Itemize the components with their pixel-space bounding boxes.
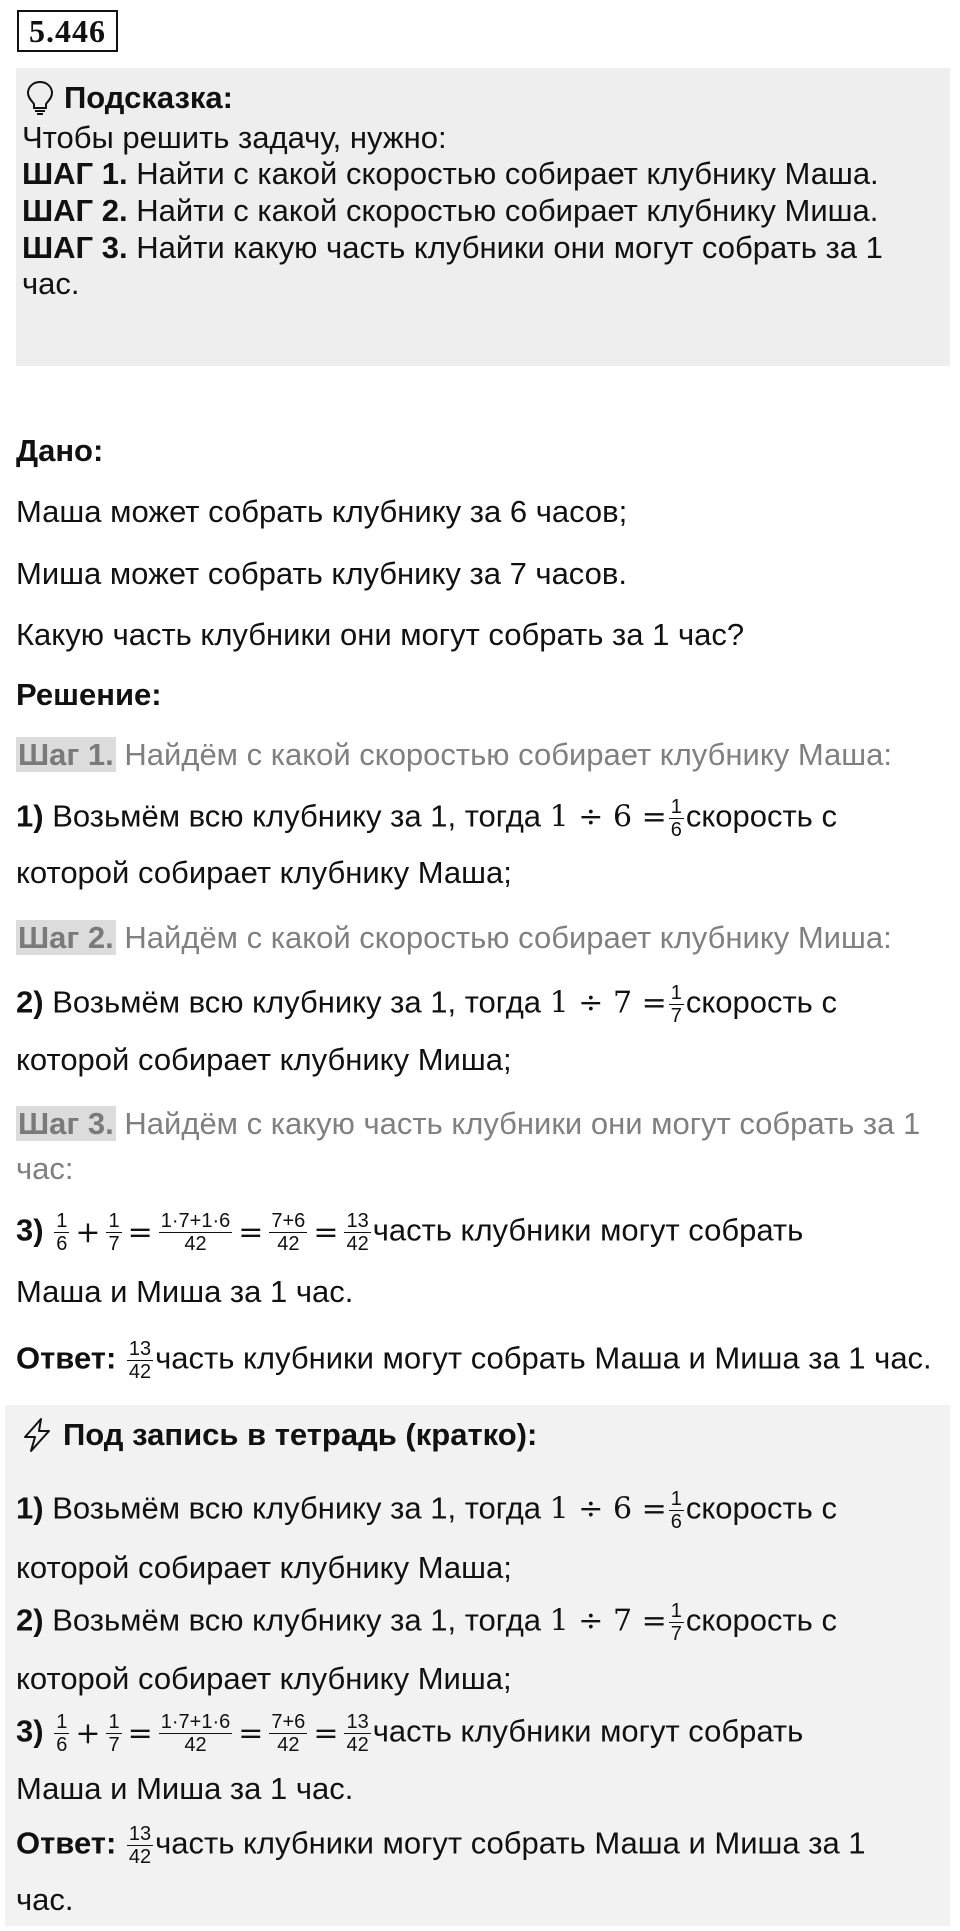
hint-step-2-label: ШАГ 2. <box>22 193 128 228</box>
fraction-denominator: 6 <box>670 819 682 841</box>
brief-item-2-line-2: которой собирает клубнику Миша; <box>16 1661 512 1696</box>
brief-answer-text: часть клубники могут собрать Маша и Миша за 1 <box>155 1825 866 1861</box>
item-1-text: Возьмём всю клубнику за 1, тогда <box>52 798 542 834</box>
fraction-denominator: 42 <box>184 1233 207 1255</box>
fraction-one-seventh <box>106 1711 121 1756</box>
fraction-numerator: 1 <box>56 1711 68 1733</box>
plus-sign: + <box>75 1215 101 1250</box>
item-2-tail: скорость с <box>685 984 837 1020</box>
brief-item-2 <box>16 1600 837 1645</box>
brief-header <box>21 1417 537 1453</box>
fraction-denominator: 7 <box>108 1233 120 1255</box>
fraction-numerator: 1 <box>670 1600 682 1622</box>
fraction-denominator: 6 <box>56 1233 68 1255</box>
hint-step-2 <box>22 193 878 229</box>
given-line-2: Миша может собрать клубнику за 7 часов. <box>16 556 627 591</box>
hint-box <box>16 68 950 366</box>
hint-step-1 <box>22 156 879 192</box>
item-2-num: 2) <box>16 984 44 1020</box>
equals-sign: = <box>238 1716 264 1751</box>
solution-title: Решение: <box>16 677 162 712</box>
hint-step-3-text: Найти какую часть клубники они могут собрать за 1 <box>136 230 883 265</box>
brief-item-1-text: Возьмём всю клубнику за 1, тогда <box>52 1490 542 1526</box>
fraction-sum-expanded <box>159 1210 233 1255</box>
brief-item-2-math: 1 ÷ 7 = <box>549 1603 667 1639</box>
fraction-numerator: 1 <box>56 1210 68 1232</box>
fraction-denominator: 42 <box>128 1361 152 1383</box>
brief-item-3-tail: часть клубники могут собрать <box>372 1713 804 1749</box>
equals-sign: = <box>127 1716 153 1751</box>
brief-item-1-math: 1 ÷ 6 = <box>549 1491 667 1527</box>
step-3-tag: Шаг 3. <box>18 1106 114 1141</box>
brief-item-1-num: 1) <box>16 1490 44 1526</box>
step-3-line-2: час: <box>16 1151 74 1186</box>
hint-step-3-label: ШАГ 3. <box>22 230 128 265</box>
hint-step-2-text: Найти с какой скоростью собирает клубнику Миша. <box>136 193 879 228</box>
fraction-denominator: 7 <box>670 1005 682 1027</box>
plus-sign: + <box>75 1716 101 1751</box>
equals-sign: = <box>238 1215 264 1250</box>
lightbulb-icon <box>26 80 54 116</box>
answer-label: Ответ: <box>16 1340 117 1376</box>
fraction-numerator: 1 <box>670 1488 682 1510</box>
fraction-numerator: 13 <box>128 1823 152 1845</box>
fraction-one-seventh <box>106 1210 121 1255</box>
fraction-denominator: 42 <box>346 1734 369 1756</box>
lightning-icon <box>21 1417 53 1453</box>
item-2-text: Возьмём всю клубнику за 1, тогда <box>52 984 542 1020</box>
answer-fraction <box>127 1338 153 1383</box>
brief-answer <box>16 1823 866 1868</box>
solution-answer <box>16 1338 932 1383</box>
brief-item-3-line-2: Маша и Миша за 1 час. <box>16 1771 354 1806</box>
item-3-tail: часть клубники могут собрать <box>372 1212 804 1248</box>
fraction-denominator: 42 <box>128 1846 152 1868</box>
item-2-line-2: которой собирает клубнику Миша; <box>16 1042 512 1077</box>
item-2-fraction <box>669 982 684 1027</box>
fraction-one-sixth <box>54 1711 69 1756</box>
given-title: Дано: <box>16 433 104 468</box>
fraction-numerator: 1 <box>670 796 682 818</box>
hint-step-1-text: Найти с какой скоростью собирает клубнику Маша. <box>136 156 879 191</box>
item-1-num: 1) <box>16 798 44 834</box>
fraction-numerator: 1 <box>108 1711 120 1733</box>
brief-item-2-fraction <box>669 1600 684 1645</box>
fraction-one-sixth <box>54 1210 69 1255</box>
brief-item-2-text: Возьмём всю клубнику за 1, тогда <box>52 1602 542 1638</box>
brief-item-3-num: 3) <box>16 1713 44 1749</box>
fraction-numerator: 1 <box>670 982 682 1004</box>
item-1-math: 1 ÷ 6 = <box>549 799 667 835</box>
brief-answer-label: Ответ: <box>16 1825 117 1861</box>
hint-intro: Чтобы решить задачу, нужно: <box>22 120 447 155</box>
item-1-line-2: которой собирает клубнику Маша; <box>16 855 512 890</box>
fraction-sum <box>269 1711 307 1756</box>
step-3-text: Найдём с какую часть клубники они могут собрать за 1 <box>124 1106 921 1141</box>
brief-item-1-tail: скорость с <box>685 1490 837 1526</box>
solution-step-3 <box>16 1106 920 1142</box>
fraction-numerator: 1 <box>108 1210 120 1232</box>
solution-item-3 <box>16 1210 803 1255</box>
brief-item-3 <box>16 1711 803 1756</box>
fraction-numerator: 1·7+1·6 <box>160 1711 231 1733</box>
fraction-denominator: 42 <box>277 1233 300 1255</box>
task-number: 5.446 <box>17 10 118 52</box>
brief-answer-fraction <box>127 1823 153 1868</box>
solution-item-1 <box>16 796 837 841</box>
equals-sign: = <box>127 1215 153 1250</box>
brief-item-2-tail: скорость с <box>685 1602 837 1638</box>
fraction-numerator: 13 <box>346 1210 369 1232</box>
given-line-3: Какую часть клубники они могут собрать за 1 час? <box>16 617 745 652</box>
brief-item-1-fraction <box>669 1488 684 1533</box>
fraction-denominator: 7 <box>670 1623 682 1645</box>
fraction-numerator: 1·7+1·6 <box>160 1210 231 1232</box>
fraction-denominator: 42 <box>184 1734 207 1756</box>
step-2-tag: Шаг 2. <box>18 920 114 955</box>
hint-step-3-tail: час. <box>22 266 80 301</box>
fraction-denominator: 42 <box>277 1734 300 1756</box>
fraction-denominator: 6 <box>56 1734 68 1756</box>
fraction-numerator: 13 <box>346 1711 369 1733</box>
brief-answer-line-2: час. <box>16 1882 74 1917</box>
fraction-denominator: 7 <box>108 1734 120 1756</box>
fraction-result <box>344 1711 370 1756</box>
step-1-text: Найдём с какой скоростью собирает клубнику Маша: <box>124 737 892 772</box>
answer-text: часть клубники могут собрать Маша и Миша за 1 час. <box>155 1340 932 1376</box>
step-1-tag: Шаг 1. <box>18 737 114 772</box>
solution-step-1 <box>16 737 892 773</box>
fraction-denominator: 42 <box>346 1233 369 1255</box>
fraction-sum-expanded <box>159 1711 233 1756</box>
step-2-text: Найдём с какой скоростью собирает клубнику Миша: <box>124 920 892 955</box>
item-1-tail: скорость с <box>685 798 837 834</box>
brief-item-1 <box>16 1488 837 1533</box>
fraction-numerator: 13 <box>128 1338 152 1360</box>
fraction-sum <box>269 1210 307 1255</box>
fraction-numerator: 7+6 <box>271 1711 306 1733</box>
given-line-1: Маша может собрать клубнику за 6 часов; <box>16 494 628 529</box>
hint-step-3 <box>22 230 883 266</box>
brief-box <box>5 1405 950 1926</box>
fraction-result <box>344 1210 370 1255</box>
equals-sign: = <box>313 1215 339 1250</box>
solution-item-2 <box>16 982 837 1027</box>
fraction-denominator: 6 <box>670 1511 682 1533</box>
equals-sign: = <box>313 1716 339 1751</box>
item-3-line-2: Маша и Миша за 1 час. <box>16 1274 354 1309</box>
item-2-math: 1 ÷ 7 = <box>549 985 667 1021</box>
hint-header <box>26 80 233 116</box>
fraction-numerator: 7+6 <box>271 1210 306 1232</box>
item-1-fraction <box>669 796 684 841</box>
brief-item-1-line-2: которой собирает клубнику Маша; <box>16 1550 512 1585</box>
brief-title: Под запись в тетрадь (кратко): <box>63 1417 538 1452</box>
hint-title: Подсказка: <box>64 80 233 115</box>
solution-step-2 <box>16 920 892 956</box>
hint-step-1-label: ШАГ 1. <box>22 156 128 191</box>
brief-item-2-num: 2) <box>16 1602 44 1638</box>
item-3-num: 3) <box>16 1212 44 1248</box>
